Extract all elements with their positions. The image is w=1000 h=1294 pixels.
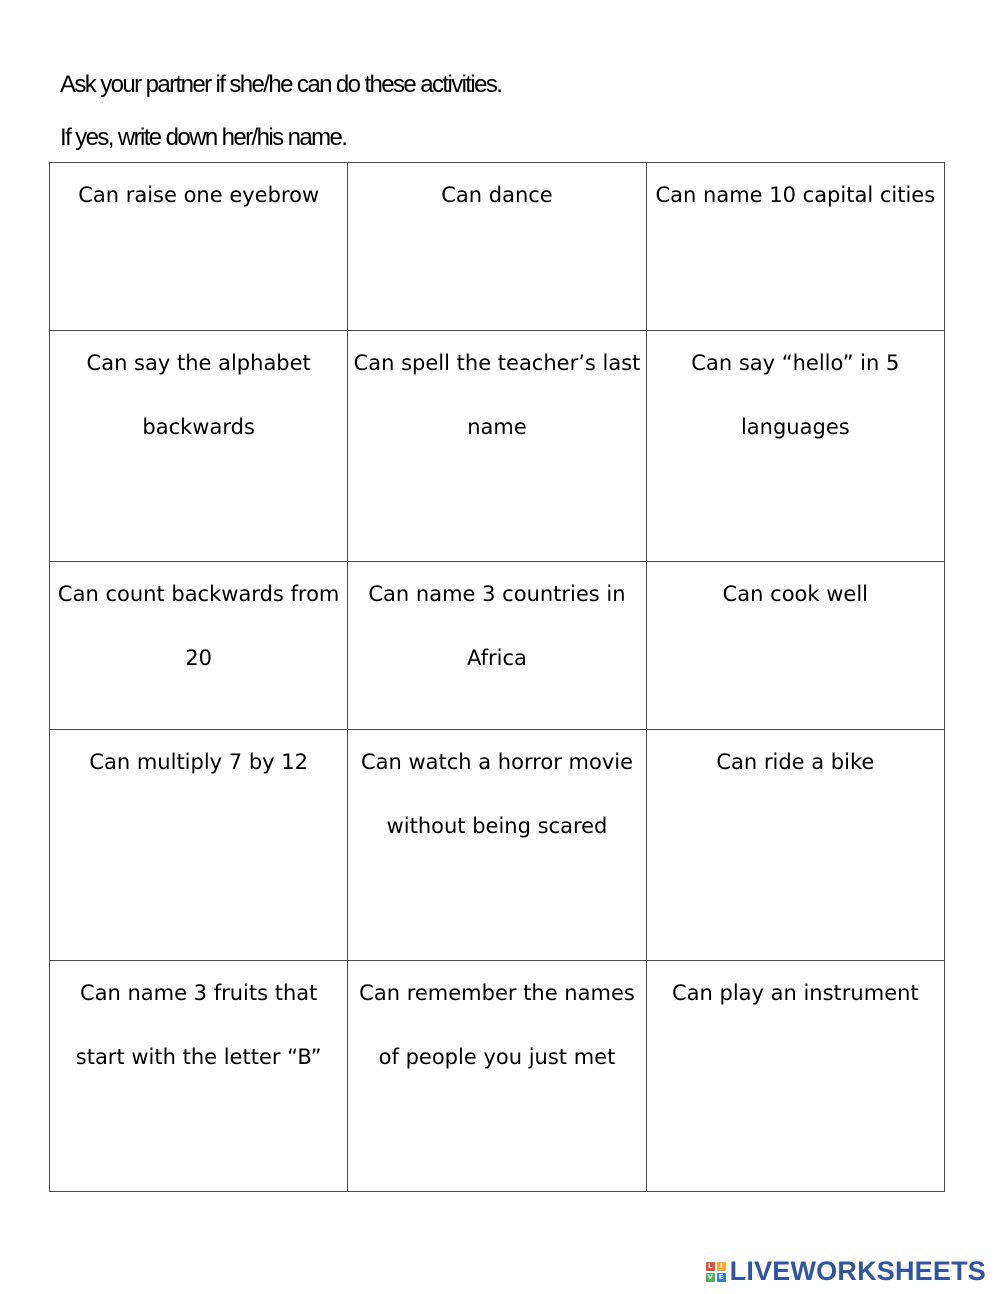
cell-text: Can raise one eyebrow xyxy=(78,183,320,207)
grid-cell[interactable] xyxy=(348,730,646,961)
cell-text: Can name 3 countries in Africa xyxy=(368,582,626,670)
cell-text: Can name 3 fruits that start with the letter “B” xyxy=(75,981,322,1069)
cell-text: Can say “hello” in 5 languages xyxy=(691,351,900,439)
grid-cell[interactable] xyxy=(646,730,944,961)
grid-row xyxy=(50,562,945,730)
logo-mark-square: L xyxy=(706,1262,715,1271)
grid-cell[interactable] xyxy=(348,331,646,562)
cell-text: Can spell the teacher’s last name xyxy=(353,351,641,439)
cell-text: Can remember the names of people you just met xyxy=(359,981,635,1069)
logo-mark-square: I xyxy=(717,1262,726,1271)
logo-text: LIVEWORKSHEETS xyxy=(729,1256,986,1286)
grid-cell[interactable] xyxy=(50,730,348,961)
grid-cell[interactable] xyxy=(50,961,348,1192)
cell-text: Can dance xyxy=(441,183,553,207)
grid-row xyxy=(50,961,945,1192)
cell-text: Can multiply 7 by 12 xyxy=(89,750,308,774)
instruction-line-1: Ask your partner if she/he can do these activities. xyxy=(60,71,502,98)
logo-mark-square: E xyxy=(717,1273,726,1282)
cell-text: Can count backwards from 20 xyxy=(57,582,340,670)
cell-text: Can cook well xyxy=(722,582,868,606)
cell-text: Can ride a bike xyxy=(716,750,875,774)
grid-cell[interactable] xyxy=(646,331,944,562)
logo-mark-icon xyxy=(706,1262,726,1282)
cell-text: Can name 10 capital cities xyxy=(655,183,936,207)
grid-cell[interactable] xyxy=(348,961,646,1192)
cell-text: Can watch a horror movie without being scared xyxy=(360,750,634,838)
grid-cell[interactable] xyxy=(50,163,348,331)
grid-cell[interactable] xyxy=(50,562,348,730)
grid-cell[interactable] xyxy=(348,163,646,331)
grid-row xyxy=(50,163,945,331)
activity-grid xyxy=(49,162,945,1192)
cell-text: Can say the alphabet backwards xyxy=(86,351,311,439)
instruction-line-2: If yes, write down her/his name. xyxy=(60,124,347,151)
grid-cell[interactable] xyxy=(646,562,944,730)
liveworksheets-logo xyxy=(706,1256,986,1287)
instructions xyxy=(60,58,940,164)
grid-cell[interactable] xyxy=(646,163,944,331)
cell-text: Can play an instrument xyxy=(671,981,919,1005)
grid-cell[interactable] xyxy=(646,961,944,1192)
logo-mark-square: V xyxy=(707,1272,713,1281)
grid-cell[interactable] xyxy=(348,562,646,730)
grid-cell[interactable] xyxy=(50,331,348,562)
grid-row xyxy=(50,730,945,961)
grid-row xyxy=(50,331,945,562)
